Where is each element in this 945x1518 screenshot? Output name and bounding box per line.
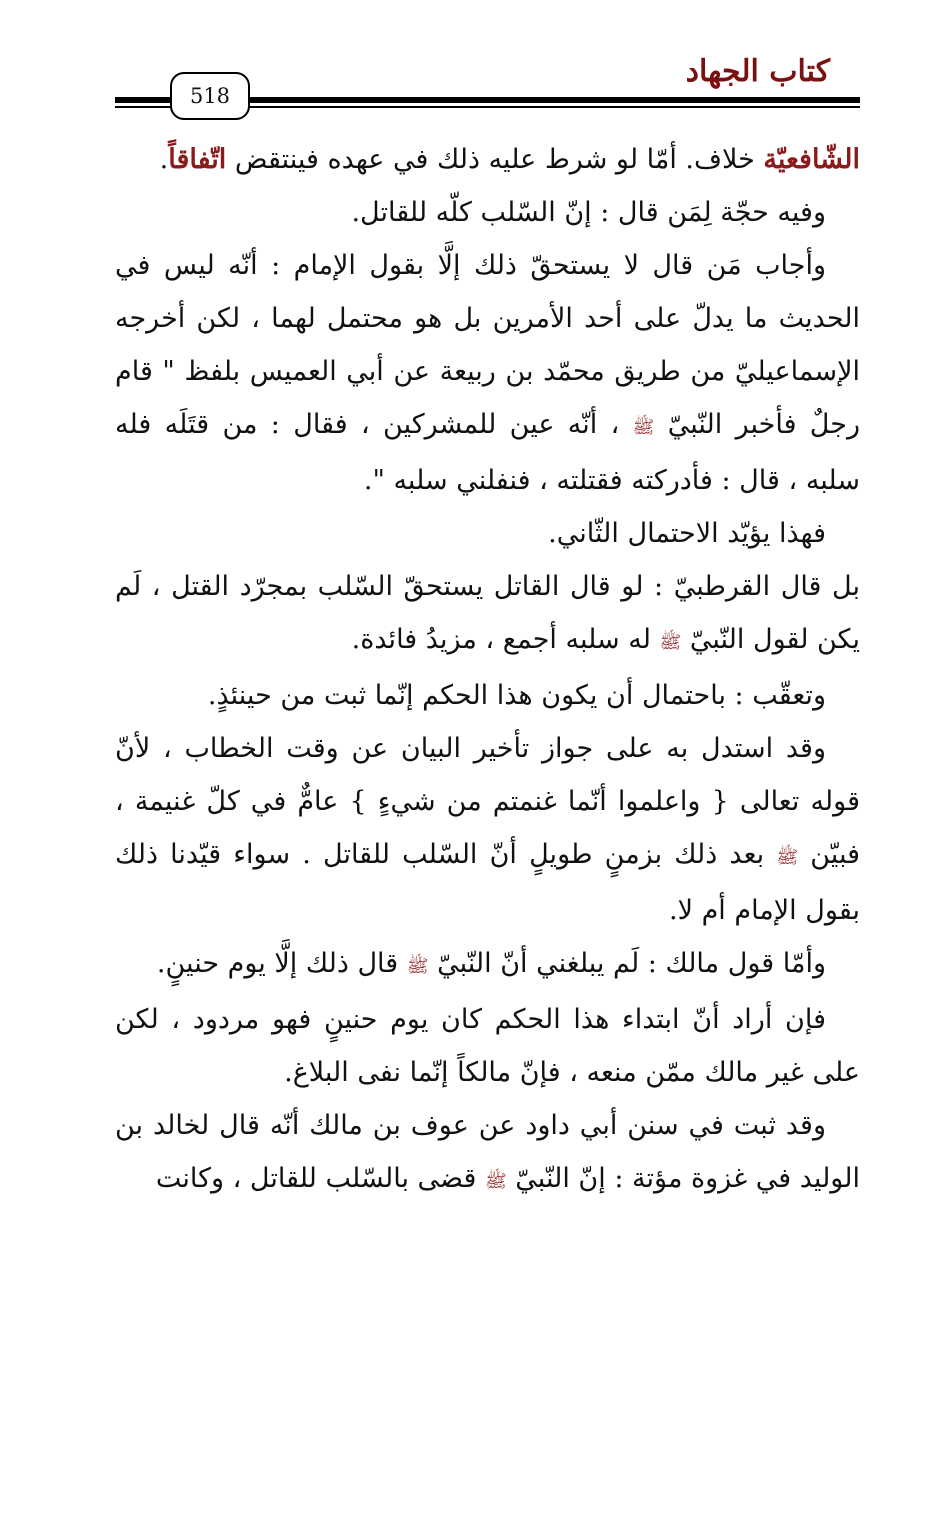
paragraph [115,937,860,993]
text-run: وأجاب مَن قال لا يستحقّ ذلك إلَّا بقول الإمام : أنّه ليس في الحديث ما يدلّ على أحد الأمرين بل هو محتمل لهما ، لكن أخرجه الإسماعيليّ من طريق محمّد بن ربيعة عن أبي العميس بلفظ " قام رجلٌ فأخبر النّبيّ [115,250,860,440]
paragraph [115,186,860,239]
honorific-glyph: ﷺ [406,956,429,977]
text-run: له سلبه أجمع ، مزيدُ فائدة. [351,624,660,655]
paragraph [115,239,860,507]
paragraph [115,560,860,669]
text-run: وتعقّب : باحتمال أن يكون هذا الحكم إنّما ثبت من حينئذٍ. [207,680,826,711]
text-run: فهذا يؤيّد الاحتمال الثّاني. [548,518,826,549]
paragraph [115,507,860,560]
highlighted-term: الشّافعيّة [763,144,860,175]
paragraph [115,669,860,722]
paragraph [115,722,860,937]
text-run: وقد ثبت في سنن أبي داود عن عوف بن مالك أنّه قال لخالد بن الوليد في غزوة مؤتة : إنّ النّبيّ [115,1110,860,1194]
paragraph [115,133,860,186]
highlighted-term: اتّفاقاً [168,144,227,175]
honorific-glyph: ﷺ [776,847,799,868]
book-title: كتاب الجهاد [685,54,830,89]
text-run: قضى بالسّلب للقاتل ، وكانت [155,1163,485,1194]
body-text [115,133,860,1208]
honorific-glyph: ﷺ [484,1171,507,1192]
honorific-glyph: ﷺ [632,417,655,438]
paragraph [115,993,860,1099]
text-run: بعد ذلك بزمنٍ طويلٍ أنّ السّلب للقاتل . سواء قيّدنا ذلك بقول الإمام أم لا. [115,839,860,926]
text-run: . [159,144,169,175]
page-number-box [170,72,250,120]
text-run: خلاف. أمّا لو شرط عليه ذلك في عهده فينتقض [226,144,764,175]
honorific-glyph: ﷺ [659,632,682,653]
text-run: وفيه حجّة لِمَن قال : إنّ السّلب كلّه للقاتل. [351,197,826,228]
text-run: بل قال القرطبيّ : لو قال القاتل يستحقّ السّلب بمجرّد القتل ، لَم يكن لقول النّبيّ [115,571,860,655]
text-run: وأمّا قول مالك : لَم يبلغني أنّ النّبيّ [428,948,826,979]
page-header [0,0,945,130]
text-run: ، أنّه عين للمشركين ، فقال : من قتَلَه فله سلبه ، قال : فأدركته فقتلته ، فنفلني سلبه ". [115,409,860,496]
text-run: وقد استدل به على جواز تأخير البيان عن وقت الخطاب ، لأنّ قوله تعالى { واعلموا أنّما غنمتم من شيءٍ } عامٌّ في كلّ غنيمة ، فبيّن [115,733,861,870]
paragraph [115,1099,860,1208]
text-run: فإن أراد أنّ ابتداء هذا الحكم كان يوم حنينٍ فهو مردود ، لكن على غير مالك ممّن منعه ، فإنّ مالكاً إنّما نفى البلاغ. [115,1004,860,1088]
text-run: قال ذلك إلَّا يوم حنينٍ. [156,948,407,979]
page-number: 518 [189,84,231,108]
